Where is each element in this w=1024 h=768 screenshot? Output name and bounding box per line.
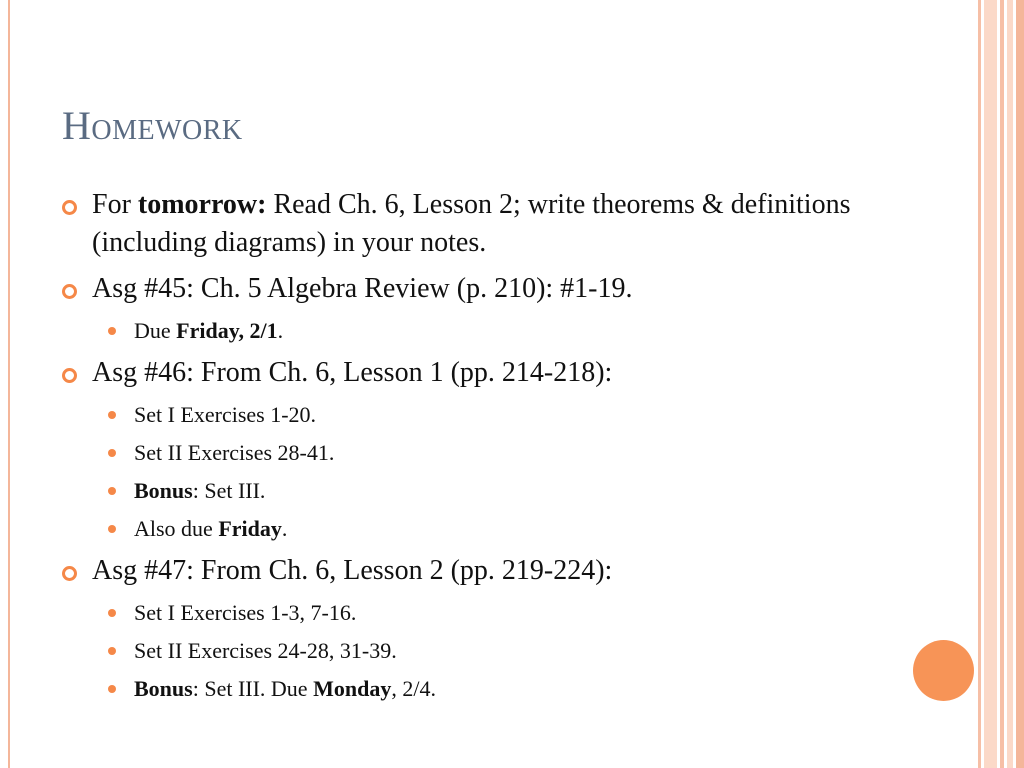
dot-bullet-icon xyxy=(108,609,116,617)
text: Asg #47: From Ch. 6, Lesson 2 (pp. 219-224): xyxy=(92,555,613,586)
right-decorative-bands xyxy=(976,0,1024,768)
bullet-item xyxy=(62,552,902,590)
bold-text: Bonus xyxy=(134,676,193,701)
text: Asg #45: Ch. 5 Algebra Review (p. 210): #1-19. xyxy=(92,273,633,304)
band-stripe xyxy=(984,0,997,768)
sub-bullet-item xyxy=(62,476,902,506)
band-stripe xyxy=(1000,0,1004,768)
slide-title: Homework xyxy=(62,103,243,148)
dot-bullet-icon xyxy=(108,449,116,457)
band-stripe xyxy=(1016,0,1024,768)
ring-bullet-icon xyxy=(62,200,77,215)
sub-bullet-item xyxy=(62,400,902,430)
ring-bullet-icon xyxy=(62,566,77,581)
sub-bullet-item xyxy=(62,598,902,628)
text: Set I Exercises 1-20. xyxy=(134,402,317,427)
text: Also due xyxy=(134,516,219,541)
sub-bullet-item xyxy=(62,316,902,346)
ring-bullet-icon xyxy=(62,368,77,383)
text: Due xyxy=(134,318,177,343)
text: Set II Exercises 28-41. xyxy=(134,440,335,465)
bullet-item xyxy=(62,270,902,308)
bold-text: Bonus xyxy=(134,478,193,503)
dot-bullet-icon xyxy=(108,685,116,693)
bullet-item xyxy=(62,186,902,262)
bullet-item xyxy=(62,354,902,392)
text: . xyxy=(277,318,284,343)
left-frame-line xyxy=(8,0,10,768)
bold-text: tomorrow: xyxy=(137,189,267,220)
dot-bullet-icon xyxy=(108,411,116,419)
band-stripe xyxy=(978,0,981,768)
text: For xyxy=(92,189,138,220)
band-stripe xyxy=(1007,0,1013,768)
bold-text: Friday xyxy=(218,516,282,541)
dot-bullet-icon xyxy=(108,647,116,655)
bold-text: Monday xyxy=(313,676,392,701)
ring-bullet-icon xyxy=(62,284,77,299)
text: Set II Exercises 24-28, 31-39. xyxy=(134,638,397,663)
bullet-list xyxy=(62,186,902,712)
orange-circle-icon xyxy=(913,640,974,701)
text: : Set III. Due xyxy=(192,676,314,701)
dot-bullet-icon xyxy=(108,487,116,495)
text: . xyxy=(281,516,288,541)
text: Read Ch. 6, Lesson 2; write theorems & definitions (including diagrams) in your notes. xyxy=(92,189,851,258)
sub-bullet-item xyxy=(62,636,902,666)
sub-bullet-item xyxy=(62,674,902,704)
sub-bullet-item xyxy=(62,438,902,468)
bold-text: Friday, 2/1 xyxy=(176,318,278,343)
text: , 2/4. xyxy=(391,676,436,701)
text: Set I Exercises 1-3, 7-16. xyxy=(134,600,357,625)
dot-bullet-icon xyxy=(108,327,116,335)
text: Asg #46: From Ch. 6, Lesson 1 (pp. 214-218): xyxy=(92,357,613,388)
dot-bullet-icon xyxy=(108,525,116,533)
sub-bullet-item xyxy=(62,514,902,544)
text: : Set III. xyxy=(192,478,266,503)
